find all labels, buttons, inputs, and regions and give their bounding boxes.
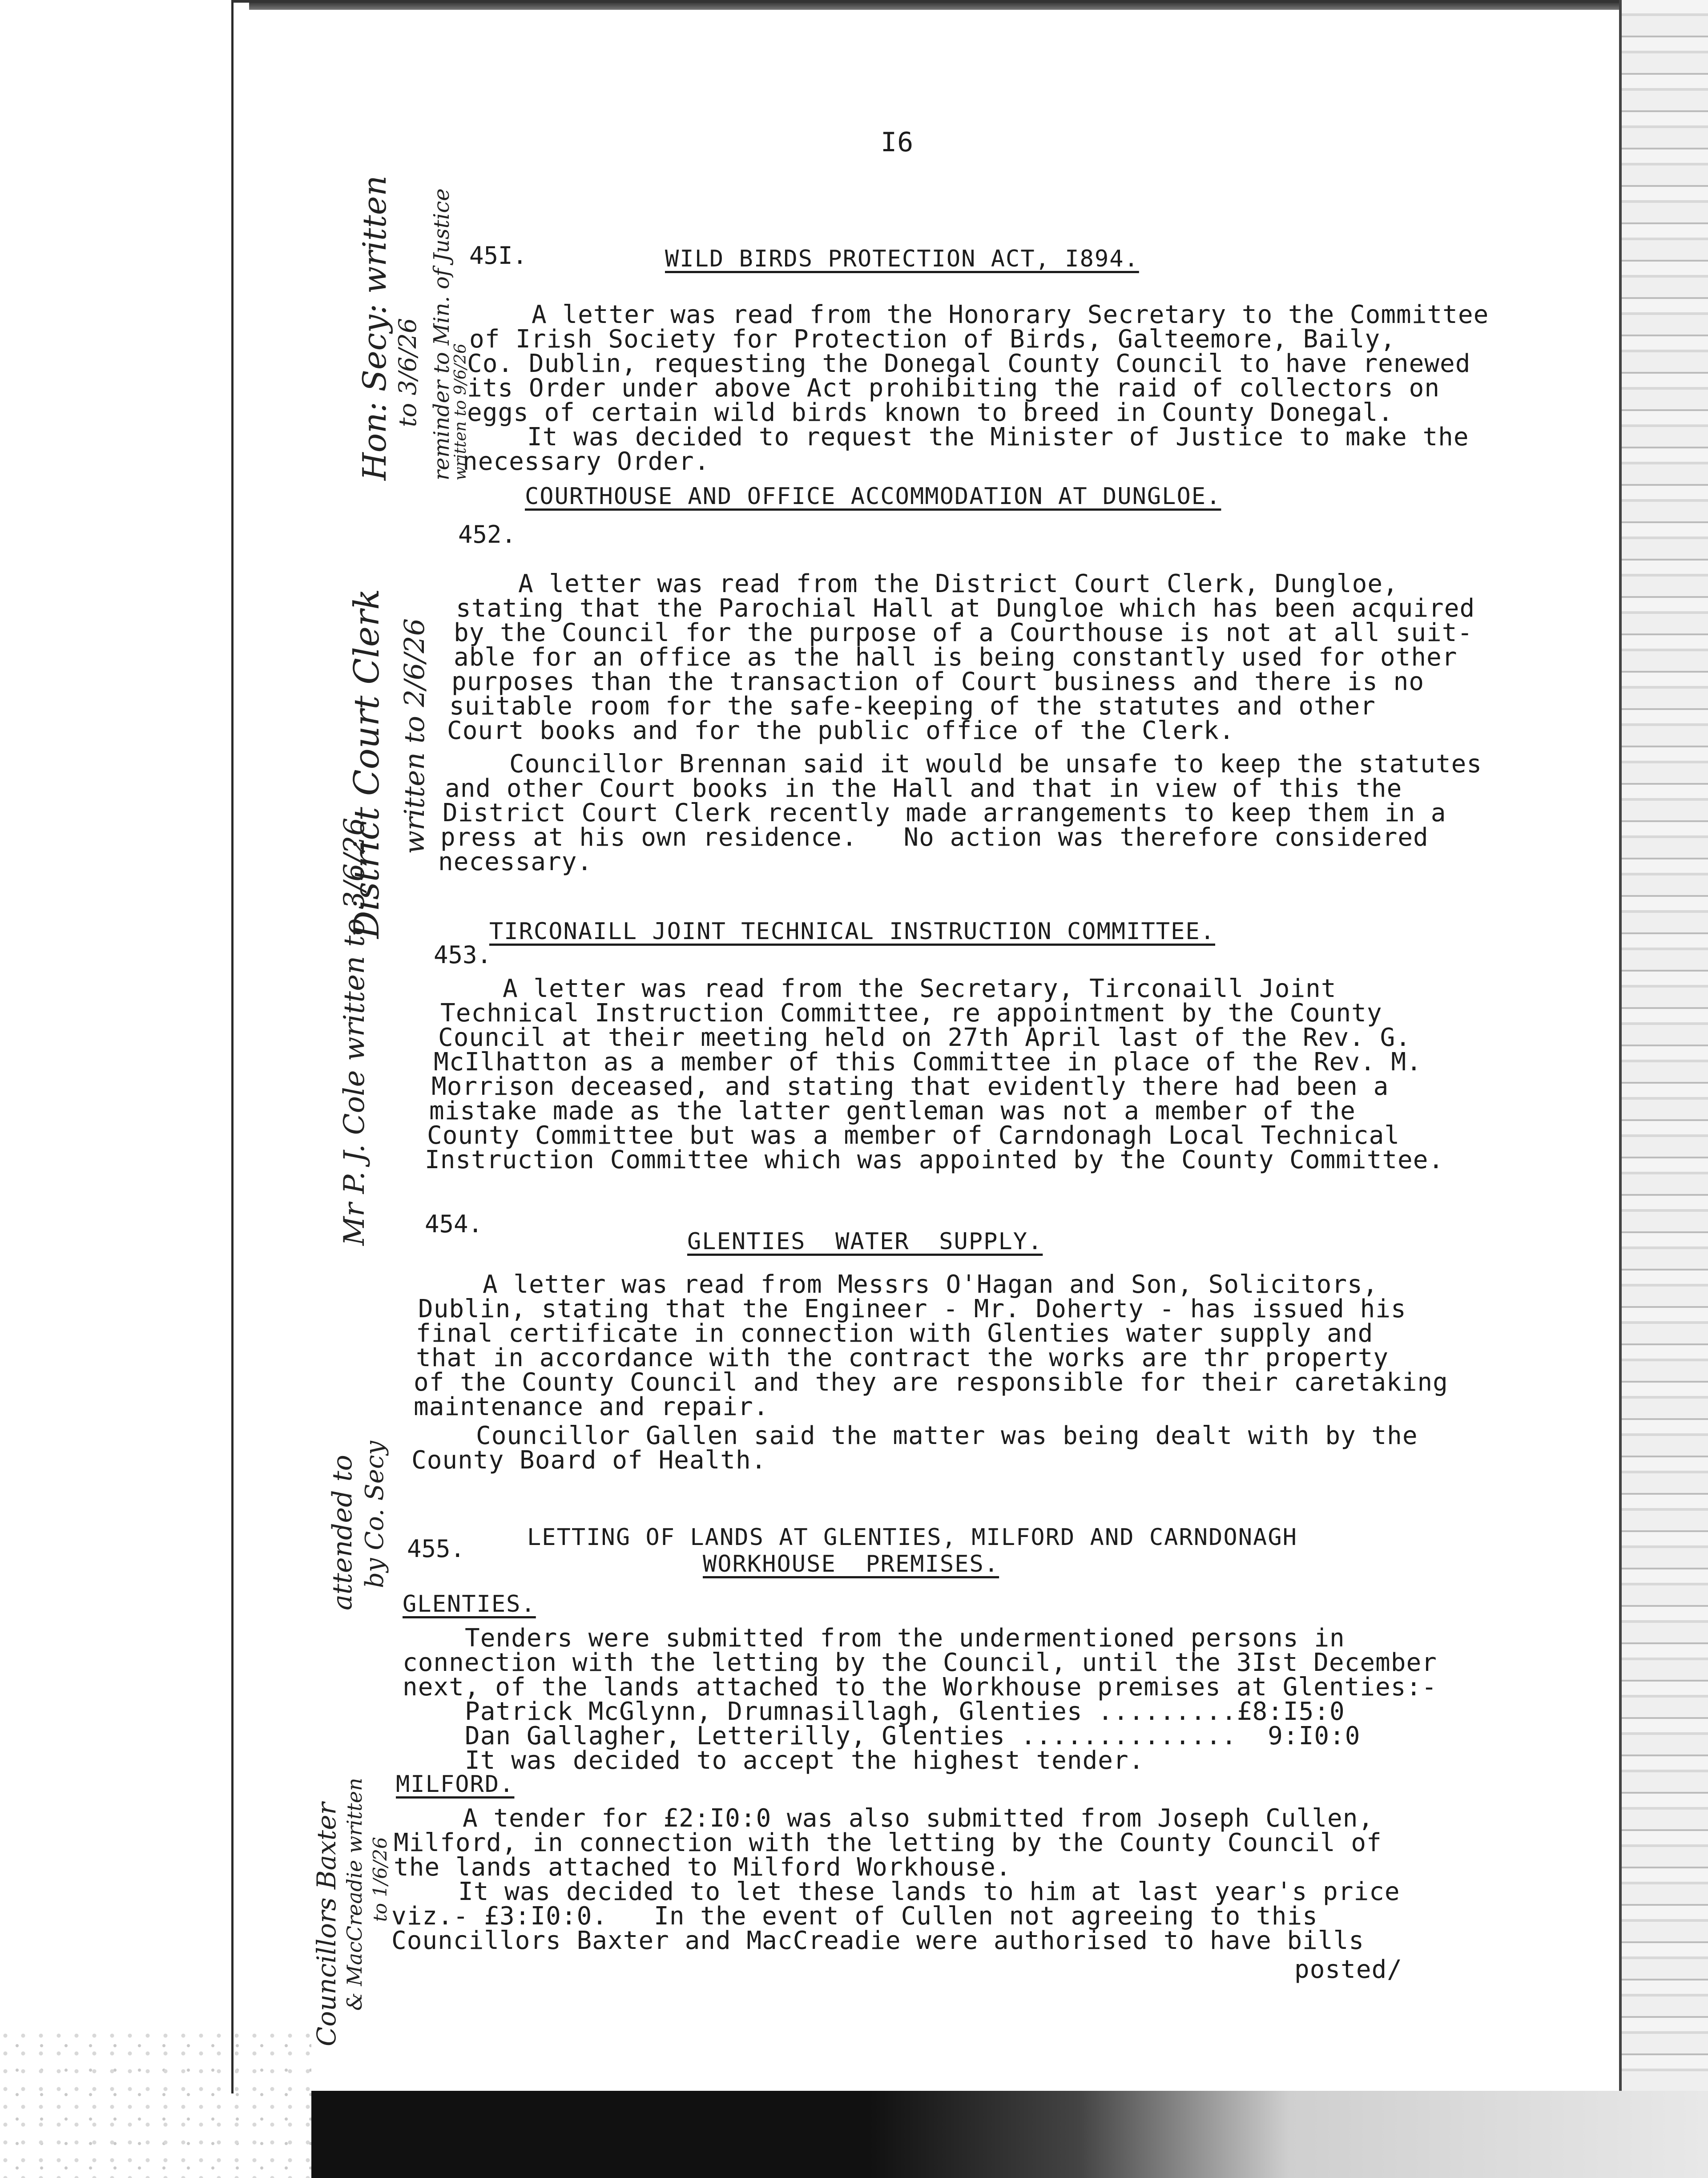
section-number: 452.	[458, 520, 516, 549]
text-line: Councillor Gallen said the matter was being dealt with by the	[476, 1421, 1418, 1450]
text-line: suitable room for the safe-keeping of the statutes and other	[449, 692, 1376, 721]
text-line: Milford, in connection with the letting by the County Council of	[394, 1828, 1382, 1857]
text-line: Court books and for the public office of the Clerk.	[447, 716, 1235, 745]
section-heading: GLENTIES WATER SUPPLY.	[687, 1228, 1043, 1255]
text-line: Technical Instruction Committee, re appointment by the County	[440, 999, 1382, 1028]
text-line: by the Council for the purpose of a Courthouse is not at all suit-	[454, 618, 1473, 647]
text-line: necessary Order.	[463, 447, 710, 476]
subheading-milford: MILFORD.	[396, 1771, 515, 1798]
text-line: Dublin, stating that the Engineer - Mr. Doherty - has issued his	[418, 1295, 1406, 1323]
page-number: I6	[881, 127, 914, 158]
margin-note: written to 2/6/26	[398, 618, 431, 854]
text-line: Co. Dublin, requesting the Donegal County Council to have renewed	[467, 349, 1471, 378]
text-line: stating that the Parochial Hall at Dungloe which has been acquired	[456, 594, 1475, 623]
margin-note: Hon: Secy: written	[356, 175, 393, 480]
text-line: connection with the letting by the Council, until the 3Ist December	[403, 1648, 1437, 1677]
closing-word: posted/	[1294, 1955, 1403, 1984]
text-line: McIlhatton as a member of this Committee in place of the Rev. M.	[434, 1048, 1422, 1077]
margin-note: to 1/6/26	[369, 1837, 391, 1922]
text-line: Instruction Committee which was appointed by the County Committee.	[425, 1145, 1444, 1174]
text-line: mistake made as the latter gentleman was not a member of the	[429, 1097, 1356, 1125]
section-heading: TIRCONAILL JOINT TECHNICAL INSTRUCTION COMMITTEE.	[489, 918, 1216, 945]
text-line: and other Court books in the Hall and that in view of this the	[445, 774, 1402, 803]
margin-note: to 3/6/26	[394, 318, 422, 427]
text-line: Councillor Brennan said it would be unsafe to keep the statutes	[509, 750, 1482, 778]
text-line: A letter was read from the Honorary Secretary to the Committee	[532, 300, 1489, 329]
text-line: A tender for £2:I0:0 was also submitted from Joseph Cullen,	[463, 1804, 1374, 1833]
text-line: that in accordance with the contract the works are thr property	[416, 1343, 1389, 1372]
text-line: of the County Council and they are responsible for their caretaking	[414, 1368, 1448, 1397]
text-line: of Irish Society for Protection of Birds, Galteemore, Baily,	[469, 325, 1396, 354]
text-line: A letter was read from the Secretary, Tirconaill Joint	[503, 974, 1337, 1003]
binding-edge-right	[1619, 0, 1708, 2178]
section-heading: LETTING OF LANDS AT GLENTIES, MILFORD AND CARNDONAGH	[527, 1524, 1297, 1551]
binding-edge-bottom	[311, 2091, 1708, 2178]
text-line: necessary.	[438, 847, 593, 876]
text-line: press at his own residence. No action was therefore considered	[440, 823, 1429, 852]
text-line: County Board of Health.	[411, 1446, 767, 1475]
margin-note: written to 9/6/26	[451, 343, 470, 480]
section-number: 455.	[407, 1535, 465, 1563]
margin-note: reminder to Min. of Justice	[429, 188, 454, 480]
text-line: Tenders were submitted from the undermentioned persons in	[465, 1624, 1345, 1653]
margin-note: attended to	[327, 1455, 358, 1610]
subheading-glenties: GLENTIES.	[403, 1591, 536, 1617]
margin-note: & MacCreadie written	[342, 1778, 367, 2011]
section-number: 454.	[425, 1210, 483, 1238]
text-line: viz.- £3:I0:0. In the event of Cullen not agreeing to this	[391, 1902, 1318, 1931]
text-line: its Order under above Act prohibiting the raid of collectors on	[467, 374, 1440, 403]
text-line: A letter was read from Messrs O'Hagan and Son, Solicitors,	[483, 1270, 1378, 1299]
scan-speckle	[0, 2029, 311, 2178]
text-line: purposes than the transaction of Court business and there is no	[451, 667, 1425, 696]
text-line: final certificate in connection with Glenties water supply and	[416, 1319, 1374, 1348]
text-line: eggs of certain wild birds known to breed in County Donegal.	[467, 398, 1394, 427]
text-line: Dan Gallagher, Letterilly, Glenties .............. 9:I0:0	[465, 1722, 1361, 1750]
section-number: 453.	[434, 941, 492, 969]
text-line: maintenance and repair.	[414, 1392, 769, 1421]
margin-note: Councillors Baxter	[311, 1802, 342, 2046]
text-line: next, of the lands attached to the Workhouse premises at Glenties:-	[403, 1673, 1437, 1702]
text-line: the lands attached to Milford Workhouse.	[394, 1853, 1011, 1882]
text-line: It was decided to let these lands to him at last year's price	[458, 1877, 1400, 1906]
section-heading: COURTHOUSE AND OFFICE ACCOMMODATION AT DUNGLOE.	[525, 483, 1221, 510]
section-heading: WILD BIRDS PROTECTION ACT, I894.	[665, 246, 1139, 272]
section-heading-line2: WORKHOUSE PREMISES.	[703, 1551, 999, 1577]
margin-note: Mr P. J. Cole written to 3/6/26	[338, 817, 371, 1246]
margin-note: District Court Clerk	[347, 589, 387, 939]
text-line: It was decided to request the Minister of Justice to make the	[527, 423, 1469, 452]
text-line: A letter was read from the District Court Clerk, Dungloe,	[518, 569, 1398, 598]
text-line: It was decided to accept the highest tender.	[465, 1746, 1144, 1775]
text-line: able for an office as the hall is being constantly used for other	[454, 643, 1458, 672]
text-line: Councillors Baxter and MacCreadie were authorised to have bills	[391, 1926, 1365, 1955]
text-line: Patrick McGlynn, Drumnasillagh, Glenties .........£8:I5:0	[465, 1697, 1345, 1726]
margin-note: by Co. Secy	[360, 1441, 389, 1588]
section-number: 45I.	[469, 242, 528, 270]
text-line: County Committee but was a member of Carndonagh Local Technical	[427, 1121, 1400, 1150]
text-line: Council at their meeting held on 27th April last of the Rev. G.	[438, 1023, 1411, 1052]
text-line: District Court Clerk recently made arrangements to keep them in a	[443, 799, 1446, 827]
text-line: Morrison deceased, and stating that evidently there had been a	[431, 1072, 1389, 1101]
